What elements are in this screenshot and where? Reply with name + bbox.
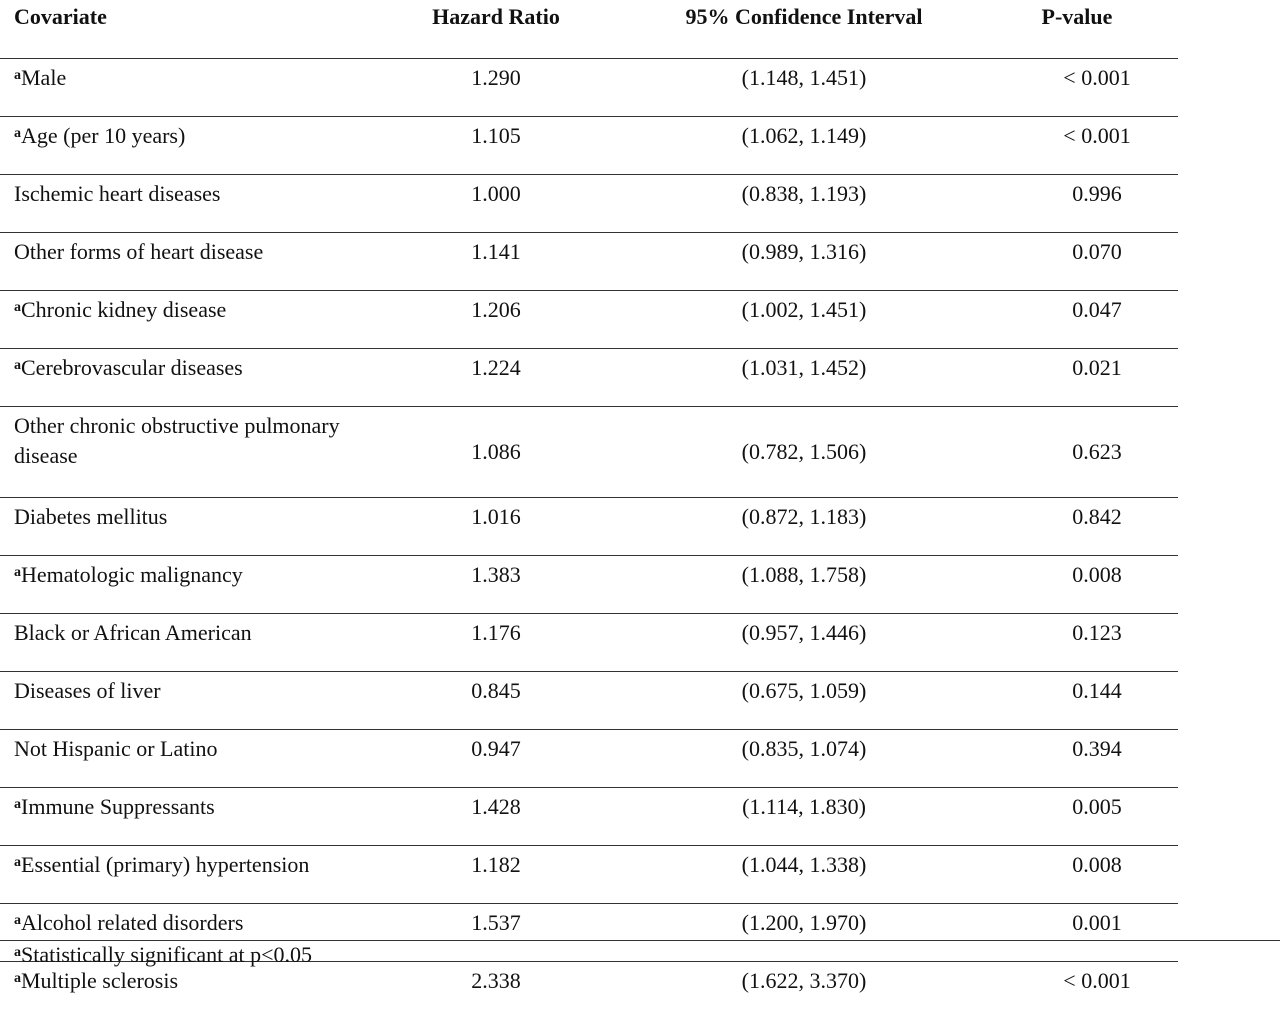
confidence-interval-cell: (1.002, 1.451) [632,291,976,349]
covariate-cell [0,556,360,614]
hazard-ratio-cell: 1.141 [360,233,632,291]
confidence-interval-cell: (1.062, 1.149) [632,117,976,175]
footnote-text: Statistically significant at p<0.05 [21,942,312,967]
p-value-cell: 0.047 [976,291,1178,349]
covariate-cell [0,498,360,556]
table-row [0,846,1178,904]
covariate-label: Black or African American [14,620,252,645]
p-value-cell: 0.021 [976,349,1178,407]
table-row [0,788,1178,846]
confidence-interval-cell: (1.088, 1.758) [632,556,976,614]
confidence-interval-cell: (1.148, 1.451) [632,59,976,117]
significance-marker: a [14,971,21,986]
p-value-cell: 0.008 [976,846,1178,904]
table-row [0,233,1178,291]
confidence-interval-cell: (1.200, 1.970) [632,904,976,962]
covariate-label: Hematologic malignancy [21,562,243,587]
table-row [0,672,1178,730]
table-row [0,291,1178,349]
table-body [0,59,1178,1019]
hazard-ratio-cell: 1.428 [360,788,632,846]
covariate-label: Cerebrovascular diseases [21,355,243,380]
confidence-interval-cell: (0.835, 1.074) [632,730,976,788]
footnote-marker: a [14,945,21,960]
confidence-interval-cell: (1.044, 1.338) [632,846,976,904]
hazard-ratio-cell: 1.086 [360,407,632,498]
hazard-ratio-cell: 1.016 [360,498,632,556]
confidence-interval-cell: (0.782, 1.506) [632,407,976,498]
covariate-label: Other chronic obstructive pulmonary disease [14,413,340,468]
covariate-cell [0,407,360,498]
footnote [14,940,312,970]
table-row [0,498,1178,556]
header-p-value: P-value [976,0,1178,59]
p-value-cell: < 0.001 [976,117,1178,175]
covariate-label: Multiple sclerosis [21,968,178,993]
hazard-ratio-cell: 1.105 [360,117,632,175]
hazard-ratio-cell: 1.182 [360,846,632,904]
p-value-cell: 0.144 [976,672,1178,730]
significance-marker: a [14,565,21,580]
hazard-ratio-cell: 0.947 [360,730,632,788]
table-row [0,349,1178,407]
covariate-cell [0,962,360,1019]
header-hazard-ratio: Hazard Ratio [360,0,632,59]
significance-marker: a [14,68,21,83]
covariate-label: Male [21,65,66,90]
covariate-cell [0,175,360,233]
p-value-cell: < 0.001 [976,59,1178,117]
p-value-cell: 0.070 [976,233,1178,291]
confidence-interval-cell: (0.872, 1.183) [632,498,976,556]
confidence-interval-cell: (0.675, 1.059) [632,672,976,730]
header-confidence-interval: 95% Confidence Interval [632,0,976,59]
confidence-interval-cell: (0.838, 1.193) [632,175,976,233]
covariate-label: Age (per 10 years) [21,123,185,148]
hazard-ratio-cell: 1.206 [360,291,632,349]
covariate-label: Diabetes mellitus [14,504,167,529]
hazard-ratio-cell: 1.176 [360,614,632,672]
hazard-ratio-cell: 0.845 [360,672,632,730]
p-value-cell: 0.623 [976,407,1178,498]
hazard-ratio-cell: 2.338 [360,962,632,1019]
p-value-cell: 0.008 [976,556,1178,614]
significance-marker: a [14,358,21,373]
table-row [0,117,1178,175]
p-value-cell: 0.996 [976,175,1178,233]
table-row [0,556,1178,614]
covariate-label: Other forms of heart disease [14,239,263,264]
significance-marker: a [14,797,21,812]
p-value-cell: 0.394 [976,730,1178,788]
confidence-interval-cell: (1.031, 1.452) [632,349,976,407]
hazard-ratio-cell: 1.000 [360,175,632,233]
covariate-label: Essential (primary) hypertension [21,852,309,877]
p-value-cell: < 0.001 [976,962,1178,1019]
table-row [0,614,1178,672]
covariate-cell [0,788,360,846]
covariate-cell [0,291,360,349]
confidence-interval-cell: (0.989, 1.316) [632,233,976,291]
p-value-cell: 0.842 [976,498,1178,556]
table-header-row [0,0,1178,59]
confidence-interval-cell: (0.957, 1.446) [632,614,976,672]
hazard-ratio-cell: 1.383 [360,556,632,614]
header-covariate: Covariate [0,0,360,59]
covariate-label: Not Hispanic or Latino [14,736,217,761]
table-row [0,175,1178,233]
covariate-label: Alcohol related disorders [21,910,243,935]
table-row [0,407,1178,498]
table-row [0,962,1178,1019]
covariate-cell [0,233,360,291]
covariate-label: Chronic kidney disease [21,297,226,322]
hazard-ratio-cell: 1.224 [360,349,632,407]
hazard-ratio-cell: 1.290 [360,59,632,117]
covariate-label: Immune Suppressants [21,794,215,819]
covariate-cell [0,349,360,407]
significance-marker: a [14,126,21,141]
covariate-cell [0,117,360,175]
table-row [0,59,1178,117]
significance-marker: a [14,855,21,870]
covariate-cell [0,59,360,117]
significance-marker: a [14,300,21,315]
covariate-label: Diseases of liver [14,678,161,703]
confidence-interval-cell: (1.114, 1.830) [632,788,976,846]
hazard-ratio-cell: 1.537 [360,904,632,962]
p-value-cell: 0.005 [976,788,1178,846]
p-value-cell: 0.123 [976,614,1178,672]
confidence-interval-cell: (1.622, 3.370) [632,962,976,1019]
p-value-cell: 0.001 [976,904,1178,962]
table-row [0,730,1178,788]
covariate-cell [0,846,360,904]
significance-marker: a [14,913,21,928]
covariate-cell [0,730,360,788]
covariate-cell [0,672,360,730]
covariate-label: Ischemic heart diseases [14,181,220,206]
covariate-cell [0,614,360,672]
